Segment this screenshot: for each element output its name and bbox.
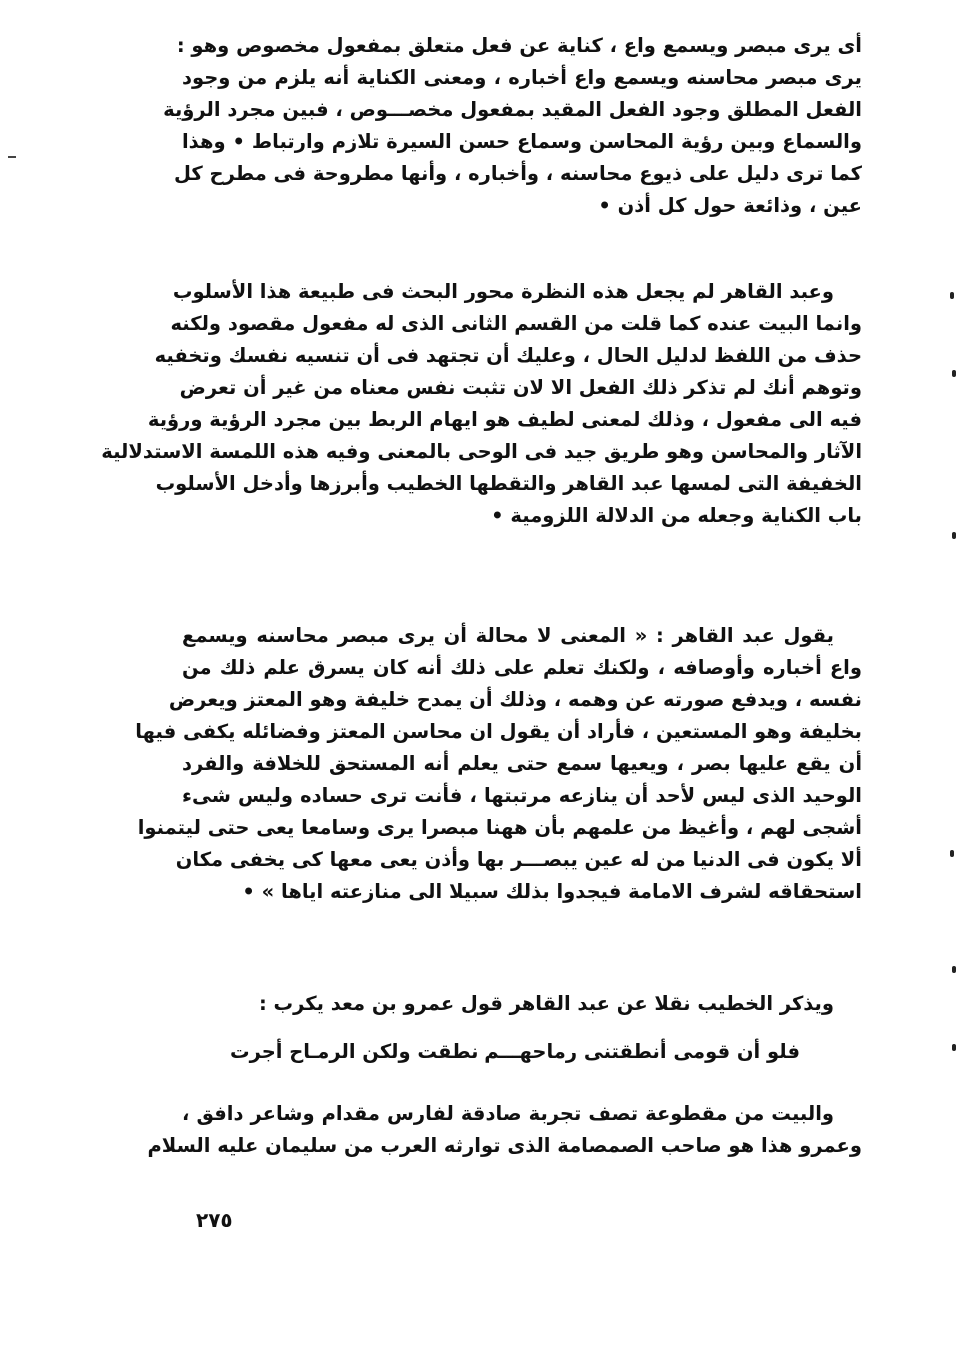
- text-line: واع أخباره وأوصافه ، ولكنك تعلم على ذلك أنه كان يسرق علم ذلك من: [182, 656, 862, 679]
- margin-mark: [952, 532, 956, 539]
- margin-mark: [950, 850, 954, 857]
- paragraph-2: [101, 276, 862, 532]
- paragraph-4: [182, 988, 862, 1020]
- page-number: ٢٧٥: [196, 1208, 233, 1232]
- text-line: عين ، وذائعة حول كل أذن •: [598, 194, 862, 217]
- text-line: وعبد القاهر لم يجعل هذه النظرة محور البحث فى طبيعة هذا الأسلوب: [172, 280, 834, 303]
- text-line: الوحيد الذى ليس لأحد أن ينازعه مرتبتها ، فأنت ترى حساده وليس شىء: [182, 784, 862, 807]
- verse-second-hemistich: نطقت ولكن الرمـاح أجرت: [230, 1040, 479, 1063]
- text-line: كما ترى دليل على ذيوع محاسنه ، وأخباره ، وأنها مطروحة فى مطرح كل: [173, 162, 862, 185]
- text-line: أشجى لهم ، وأغيظ من علمهم بأن ههنا مبصرا يرى وسامعا يعى حتى ليتمنوا: [137, 816, 862, 839]
- text-line: باب الكناية وجعله من الدلالة اللزومية •: [491, 504, 862, 527]
- margin-mark: [8, 156, 16, 158]
- text-line: الخفيفة التى لمسها عبد القاهر والتقطها الخطيب وأبرزها وأدخل الأسلوب: [155, 472, 862, 495]
- margin-mark: [952, 370, 956, 377]
- text-line: والسماع وبين رؤية المحاسن وسماع حسن السيرة تلازم وارتباط • وهذا: [182, 130, 862, 153]
- text-line: نفسه ، ويدفع صورته عن وهمه ، وذلك أن يمدح خليفة وهو المعتز ويعرض: [168, 688, 862, 711]
- paragraph-5: [147, 1098, 862, 1162]
- text-line: استحقاقه لشرف الامامة فيجدوا بذلك سبيلا الى منازعته اياها » •: [242, 880, 862, 903]
- text-line: الآثار والمحاسن وهو طريق جيد فى الوحى بالمعنى وفيه هذه اللمسة الاستدلالية: [101, 440, 862, 463]
- text-line: فيه الى مفعول ، وذلك لمعنى لطيف هو ايهام الربط بين مجرد الرؤية ورؤية: [147, 408, 862, 431]
- text-line: بخليفة وهو المستعين ، فأراد أن يقول ان محاسن المعتز وفضائله يكفى فيها: [135, 720, 862, 743]
- text-line: ويذكر الخطيب نقلا عن عبد القاهر قول عمرو بن معد يكرب :: [258, 992, 834, 1015]
- poetry-verse: [230, 1034, 800, 1070]
- text-line: يرى مبصر محاسنه ويسمع واع أخباره ، ومعنى الكناية أنه يلزم من وجود: [182, 66, 862, 89]
- margin-mark: [952, 1044, 956, 1051]
- verse-first-hemistich: فلو أن قومى أنطقتنى رماحهـــم: [484, 1040, 800, 1063]
- margin-mark: [950, 292, 954, 299]
- text-line: والبيت من مقطوعة تصف تجربة صادقة لفارس مقدام وشاعر دافق ،: [182, 1102, 834, 1125]
- text-line: أن يقع عليها بصر ، ويعيها سمع حتى يعلم أنه المستحق للخلافة والفرد: [182, 752, 862, 775]
- margin-mark: [952, 966, 956, 973]
- text-line: الفعل المطلق وجود الفعل المقيد بمفعول مخصـــوص ، فبين مجرد الرؤية: [163, 98, 862, 121]
- text-line: وانما البيت عنده كما قلت من القسم الثانى الذى له مفعول مقصود ولكنه: [170, 312, 862, 335]
- text-line: ألا يكون فى الدنيا من له عين يبصـــر بها وأذن يعى معها كى يخفى مكان: [175, 848, 862, 871]
- text-line: يقول عبد القاهر : « المعنى لا محالة أن يرى مبصر محاسنه ويسمع: [182, 624, 834, 647]
- text-line: وعمرو هذا هو صاحب الصمصامة الذى توارثه العرب من سليمان عليه السلام: [147, 1134, 862, 1157]
- text-line: حذف من اللفظ لدليل الحال ، وعليك أن تجتهد فى أن تنسيه نفسك وتخفيه: [154, 344, 862, 367]
- paragraph-1: [163, 30, 862, 222]
- paragraph-3: [135, 620, 862, 908]
- text-line: أى يرى مبصر ويسمع واع ، كناية عن فعل متعلق بمفعول مخصوص وهو :: [176, 34, 862, 57]
- text-line: وتوهم أنك لم تذكر ذلك الفعل الا لان تثبت نفس معناه من غير أن تعرض: [179, 376, 862, 399]
